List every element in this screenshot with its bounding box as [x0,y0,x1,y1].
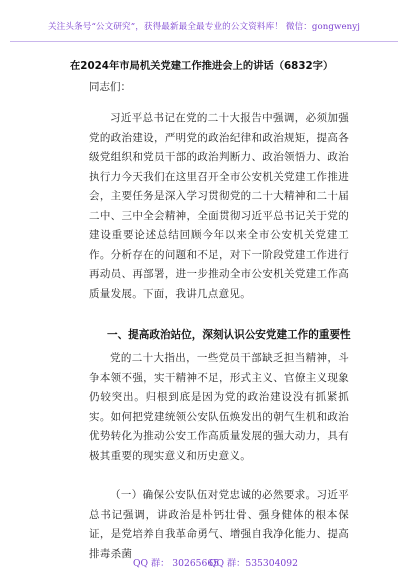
greeting: 同志们： [89,81,131,93]
document-title: 在2024年市局机关党建工作推进会上的讲话（6832字） [70,60,334,72]
footer-qq-group-2: QQ 群：535304092 [209,558,298,569]
section-heading-1: 一、提高政治站位，深刻认识公安党建工作的重要性 [107,329,351,341]
header-banner: 关注头条号“公文研究”，获得最新最全最专业的公文资料库！ 微信：gongwenyj [47,22,361,32]
body-paragraph-3: （一）确保公安队伍对党忠诚的必然要求。习近平总书记强调，讲政治是朴钙壮骨、强身健体的根本保证，是党培养自我革命勇气、增强自我净化能力、提高排毒杀菌 [89,489,349,560]
footer-qq-group-1: QQ 群： 30265665 [133,558,220,569]
body-paragraph-2: 党的二十大指出，一些党员干部缺乏担当精神，斗争本领不强，实干精神不足，形式主义、官僚主义现象仍较突出。归根到底是因为党的政治建设没有抓紧抓实。如何把党建统领公安队伍焕发出的朝气生机和政治优势转化为推动公安工作高质量发展的强大动力，具有极其重要的现实意义和历史意义。 [89,352,349,462]
body-paragraph-1: 习近平总书记在党的二十大报告中强调，必须加强党的政治建设，严明党的政治纪律和政治规矩，提高各级党组织和党员干部的政治判断力、政治领悟力、政治执行力今天我们在这里召开全市公安机关党建工作推进会，主要任务是深入学习贯彻党的二十大精神和二十届二中、三中全会精神，全面贯彻习近平总书记关于党的建设重要论述总结回顾今年以来全市公安机关党建工作。分析存在的问题和不足，对下一阶段党建工作进行再动员、再部署，进一步推动全市公安机关党建工作高质量发展。下面，我讲几点意见。 [89,112,349,300]
header-divider [10,41,398,42]
